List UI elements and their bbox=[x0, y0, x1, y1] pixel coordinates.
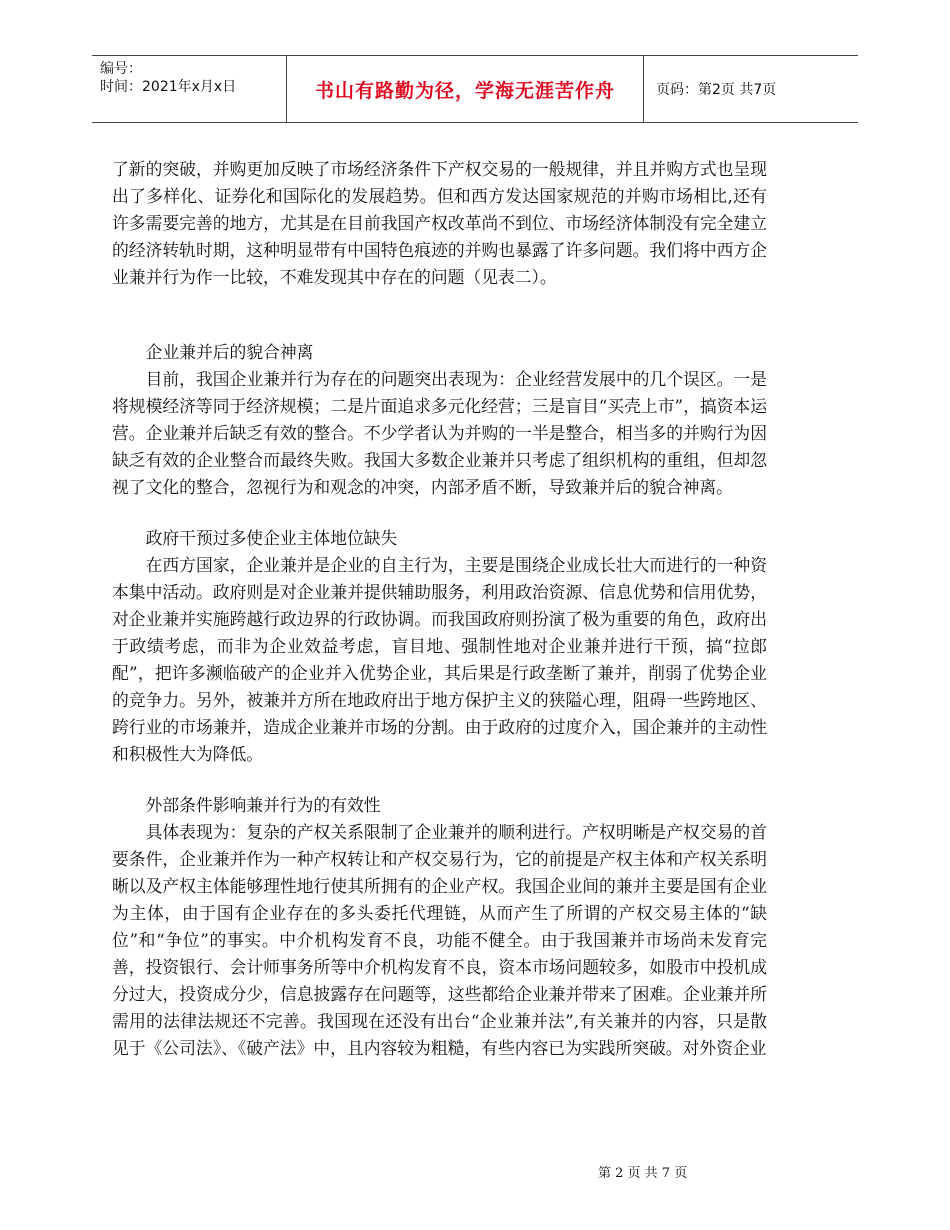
section-heading-1: 企业兼并后的貌合神离 bbox=[145, 342, 314, 362]
section-body-3: 具体表现为：复杂的产权关系限制了企业兼并的顺利进行。产权明晰是产权交易的首要条件，企业兼并作为一种产权转让和产权交易行为，它的前提是产权主体和产权关系明晰以及产权主体能够理性地行使其所拥有的企业产权。我国企业间的兼并主要是国有企业为主体，由于国有企业存在的多头委托代理链，从而产生了所谓的产权交易主体的“缺位”和“争位”的事实。中介机构发育不良，功能不健全。由于我国兼并市场尚未发育完善，投资银行、会计师事务所等中介机构发育不良，资本市场问题较多，如股市中投机成分过大，投资成分少，信息披露存在问题等，这些都给企业兼并带来了困难。企业兼并所需用的法律法规还不完善。我国现在还没有出台“企业兼并法”,有关兼并的内容，只是散见于《公司法》、《破产法》中，且内容较为粗糙，有些内容已为实践所突破。对外资企业 bbox=[112, 822, 767, 1058]
header-motto: 书山有路勤为径，学海无涯苦作舟 bbox=[314, 79, 615, 102]
document-time-label: 时间：2021年x月x日 bbox=[100, 79, 237, 95]
section-spacer bbox=[112, 768, 767, 792]
header-page-cell bbox=[656, 56, 776, 122]
header-motto-cell bbox=[286, 56, 644, 122]
document-number-label: 编号： bbox=[100, 61, 142, 77]
section-spacer bbox=[112, 291, 767, 339]
section-body-2: 在西方国家，企业兼并是企业的自主行为，主要是围绕企业成长壮大而进行的一种资本集中活动。政府则是对企业兼并提供辅助服务，利用政治资源、信息优势和信用优势，对企业兼并实施跨越行政边界的行政协调。而我国政府则扮演了极为重要的角色，政府出于政绩考虑，而非为企业效益考虑，盲目地、强制性地对企业兼并进行干预，搞“拉郎配”，把许多濒临破产的企业并入优势企业，其后果是行政垄断了兼并，削弱了优势企业的竞争力。另外，被兼并方所在地政府出于地方保护主义的狭隘心理，阻碍一些跨地区、跨行业的市场兼并，造成企业兼并市场的分割。由于政府的过度介入，国企兼并的主动性和积极性大为降低。 bbox=[112, 555, 767, 764]
intro-paragraph: 了新的突破，并购更加反映了市场经济条件下产权交易的一般规律，并且并购方式也呈现出了多样化、证券化和国际化的发展趋势。但和西方发达国家规范的并购市场相比,还有许多需要完善的地方，尤其是在目前我国产权改革尚不到位、市场经济体制没有完全建立的经济转轨时期，这种明显带有中国特色痕迹的并购也暴露了许多问题。我们将中西方企业兼并行为作一比较，不难发现其中存在的问题（见表二）。 bbox=[112, 159, 767, 287]
section-spacer bbox=[112, 501, 767, 525]
page-header bbox=[92, 55, 858, 123]
section-heading-3: 外部条件影响兼并行为的有效性 bbox=[145, 795, 381, 815]
section-body-1: 目前，我国企业兼并行为存在的问题突出表现为：企业经营发展中的几个误区。一是将规模经济等同于经济规模；二是片面追求多元化经营；三是盲目“买壳上市”，搞资本运营。企业兼并后缺乏有效的整合。不少学者认为并购的一半是整合，相当多的并购行为因缺乏有效的企业整合而最终失败。我国大多数企业兼并只考虑了组织机构的重组，但却忽视了文化的整合，忽视行为和观念的冲突，内部矛盾不断，导致兼并后的貌合神离。 bbox=[112, 369, 767, 497]
section-heading-2: 政府干预过多使企业主体地位缺失 bbox=[145, 528, 398, 548]
page-footer: 第 2 页 共 7 页 bbox=[598, 1166, 688, 1181]
document-body bbox=[112, 156, 767, 1062]
header-meta bbox=[100, 60, 282, 96]
header-page-label: 页码：第2页 共7页 bbox=[656, 82, 777, 98]
